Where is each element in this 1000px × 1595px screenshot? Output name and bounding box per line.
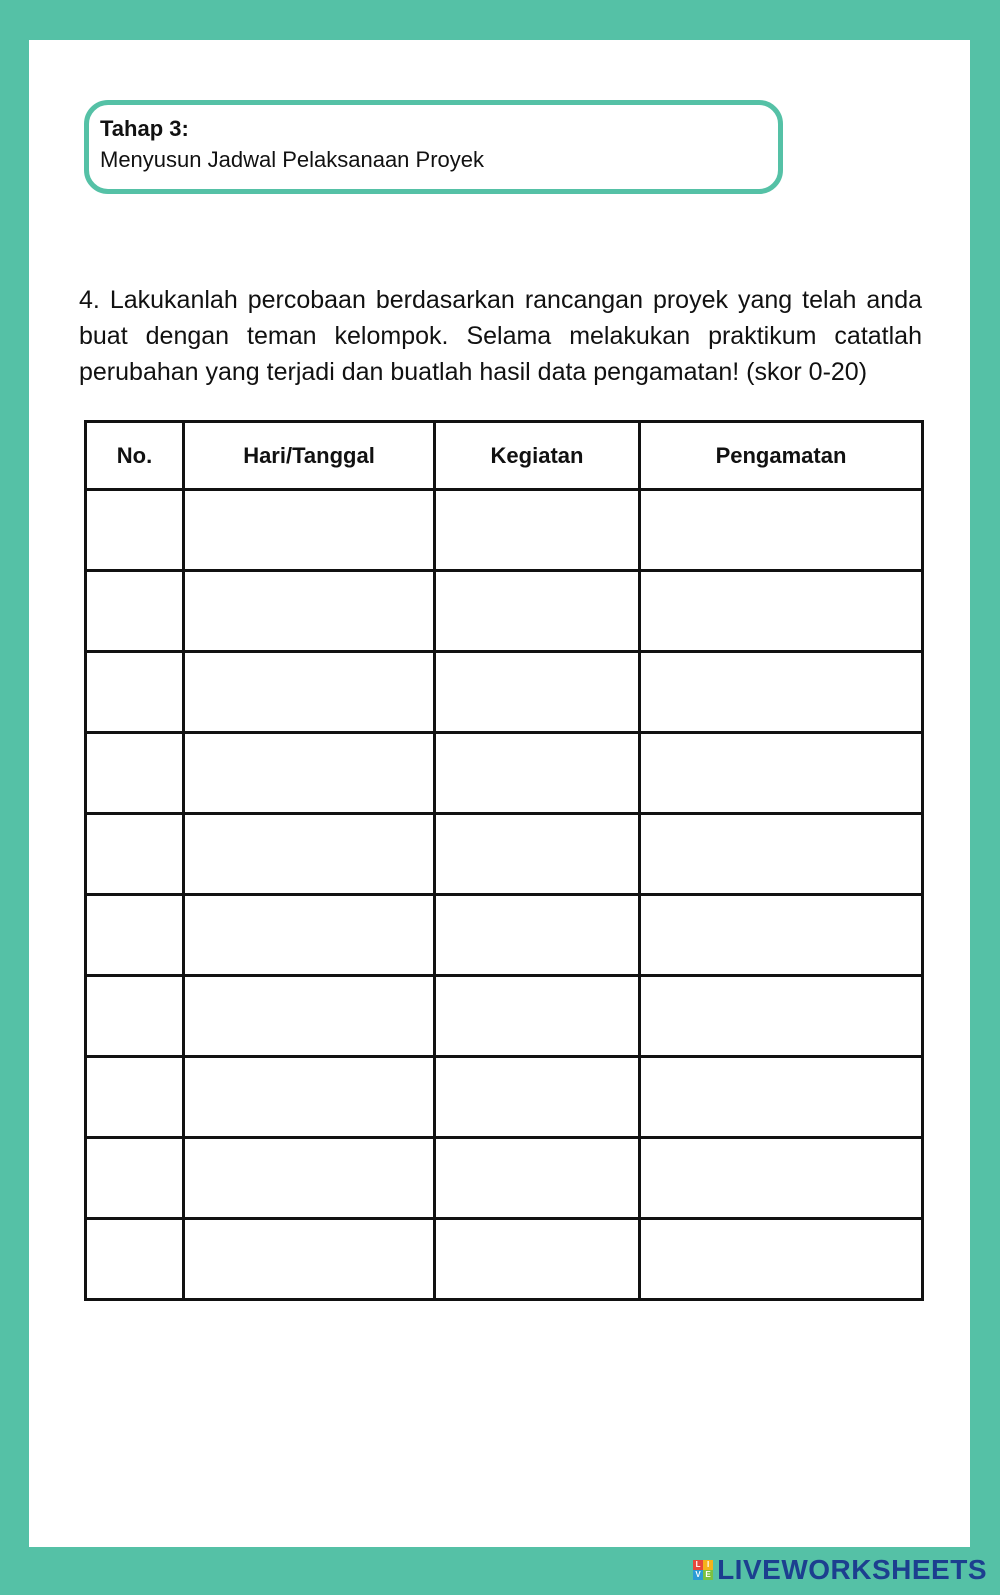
cell-observation[interactable] (640, 652, 923, 733)
table-row (86, 895, 923, 976)
cell-activity[interactable] (435, 490, 640, 571)
cell-activity[interactable] (435, 1057, 640, 1138)
cell-activity[interactable] (435, 733, 640, 814)
stage-box (84, 100, 783, 194)
cell-date[interactable] (184, 1138, 435, 1219)
cell-date[interactable] (184, 814, 435, 895)
stage-title: Tahap 3: (100, 116, 189, 141)
header-date: Hari/Tanggal (184, 422, 435, 490)
cell-no[interactable] (86, 652, 184, 733)
liveworksheets-logo-icon: L I V E (693, 1560, 713, 1580)
cell-date[interactable] (184, 490, 435, 571)
cell-observation[interactable] (640, 490, 923, 571)
stage-subtitle: Menyusun Jadwal Pelaksanaan Proyek (100, 147, 485, 172)
cell-no[interactable] (86, 1057, 184, 1138)
cell-activity[interactable] (435, 571, 640, 652)
table-row (86, 814, 923, 895)
cell-observation[interactable] (640, 571, 923, 652)
cell-activity[interactable] (435, 895, 640, 976)
table-body (86, 490, 923, 1300)
header-activity: Kegiatan (435, 422, 640, 490)
cell-observation[interactable] (640, 814, 923, 895)
observation-table (84, 420, 924, 1301)
cell-date[interactable] (184, 652, 435, 733)
cell-no[interactable] (86, 1219, 184, 1300)
table-row (86, 733, 923, 814)
cell-date[interactable] (184, 1057, 435, 1138)
cell-no[interactable] (86, 490, 184, 571)
table-row (86, 976, 923, 1057)
cell-observation[interactable] (640, 976, 923, 1057)
table-row (86, 652, 923, 733)
cell-observation[interactable] (640, 1219, 923, 1300)
table-row (86, 1219, 923, 1300)
table-row (86, 1138, 923, 1219)
brand-name: LIVEWORKSHEETS (717, 1554, 987, 1585)
instruction-text: 4. Lakukanlah percobaan berdasarkan rancangan proyek yang telah anda buat dengan teman kelompok. Selama melakukan praktikum catatlah perubahan yang terjadi dan buatlah hasil data pengamatan! (skor 0-20) (79, 286, 922, 386)
cell-no[interactable] (86, 814, 184, 895)
cell-date[interactable] (184, 733, 435, 814)
header-no: No. (86, 422, 184, 490)
cell-observation[interactable] (640, 1057, 923, 1138)
cell-no[interactable] (86, 733, 184, 814)
cell-no[interactable] (86, 976, 184, 1057)
table-header-row (86, 422, 923, 490)
table-row (86, 1057, 923, 1138)
cell-observation[interactable] (640, 1138, 923, 1219)
liveworksheets-brand (693, 1554, 987, 1586)
cell-date[interactable] (184, 895, 435, 976)
worksheet-page (29, 40, 970, 1547)
cell-activity[interactable] (435, 976, 640, 1057)
cell-no[interactable] (86, 895, 184, 976)
cell-observation[interactable] (640, 733, 923, 814)
cell-activity[interactable] (435, 652, 640, 733)
cell-no[interactable] (86, 1138, 184, 1219)
cell-activity[interactable] (435, 814, 640, 895)
table-row (86, 571, 923, 652)
cell-activity[interactable] (435, 1138, 640, 1219)
cell-date[interactable] (184, 976, 435, 1057)
cell-date[interactable] (184, 1219, 435, 1300)
cell-no[interactable] (86, 571, 184, 652)
header-observation: Pengamatan (640, 422, 923, 490)
cell-observation[interactable] (640, 895, 923, 976)
cell-activity[interactable] (435, 1219, 640, 1300)
table-row (86, 490, 923, 571)
cell-date[interactable] (184, 571, 435, 652)
